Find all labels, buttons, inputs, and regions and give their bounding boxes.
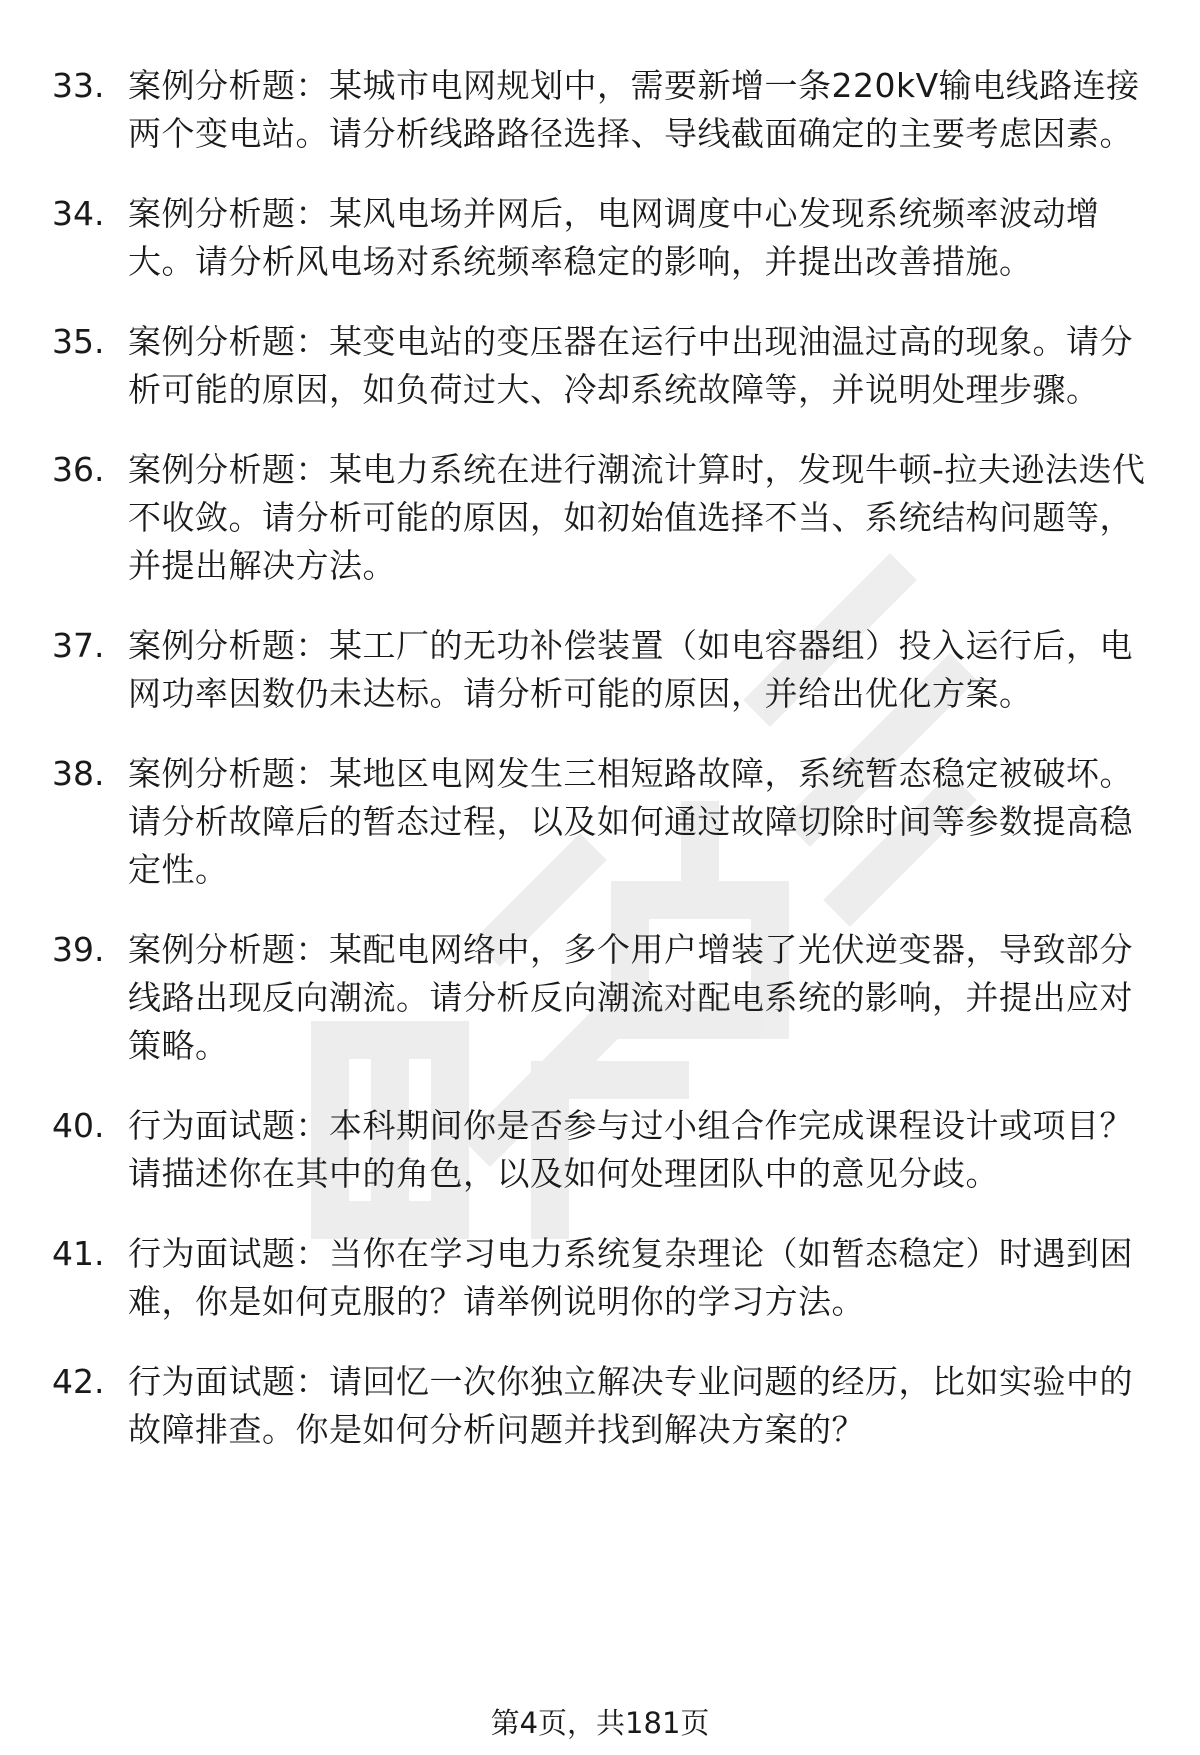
question-number: 38. [52, 754, 105, 793]
question-text: 案例分析题：某变电站的变压器在运行中出现油温过高的现象。请分析可能的原因，如负荷过大、冷却系统故障等，并说明处理步骤。 [128, 322, 1133, 409]
question-text: 行为面试题：本科期间你是否参与过小组合作完成课程设计或项目？请描述你在其中的角色，以及如何处理团队中的意见分歧。 [128, 1106, 1133, 1193]
question-item [0, 318, 1200, 414]
question-number: 36. [52, 450, 105, 489]
question-item [0, 190, 1200, 286]
question-item [0, 1230, 1200, 1326]
question-text: 行为面试题：当你在学习电力系统复杂理论（如暂态稳定）时遇到困难，你是如何克服的？请举例说明你的学习方法。 [128, 1234, 1133, 1321]
question-item [0, 1102, 1200, 1198]
question-number: 34. [52, 194, 105, 233]
question-item [0, 1358, 1200, 1454]
question-list [0, 62, 1200, 1486]
question-item [0, 446, 1200, 590]
question-item [0, 750, 1200, 894]
page-footer: 第4页，共181页 [490, 1706, 710, 1740]
question-text: 案例分析题：某风电场并网后，电网调度中心发现系统频率波动增大。请分析风电场对系统频率稳定的影响，并提出改善措施。 [128, 194, 1100, 281]
question-number: 41. [52, 1234, 105, 1273]
question-text: 案例分析题：某工厂的无功补偿装置（如电容器组）投入运行后，电网功率因数仍未达标。请分析可能的原因，并给出优化方案。 [128, 626, 1133, 713]
question-text: 案例分析题：某配电网络中，多个用户增装了光伏逆变器，导致部分线路出现反向潮流。请分析反向潮流对配电系统的影响，并提出应对策略。 [128, 930, 1133, 1065]
question-item [0, 926, 1200, 1070]
question-text: 案例分析题：某城市电网规划中，需要新增一条220kV输电线路连接两个变电站。请分析线路路径选择、导线截面确定的主要考虑因素。 [128, 66, 1140, 153]
question-number: 42. [52, 1362, 105, 1401]
question-item [0, 622, 1200, 718]
question-number: 35. [52, 322, 105, 361]
question-number: 37. [52, 626, 105, 665]
question-item [0, 62, 1200, 158]
question-text: 案例分析题：某地区电网发生三相短路故障，系统暂态稳定被破坏。请分析故障后的暂态过程，以及如何通过故障切除时间等参数提高稳定性。 [128, 754, 1133, 889]
question-number: 40. [52, 1106, 105, 1145]
question-number: 39. [52, 930, 105, 969]
question-text: 案例分析题：某电力系统在进行潮流计算时，发现牛顿-拉夫逊法迭代不收敛。请分析可能的原因，如初始值选择不当、系统结构问题等，并提出解决方法。 [128, 450, 1146, 585]
question-number: 33. [52, 66, 105, 105]
question-text: 行为面试题：请回忆一次你独立解决专业问题的经历，比如实验中的故障排查。你是如何分析问题并找到解决方案的？ [128, 1362, 1133, 1449]
